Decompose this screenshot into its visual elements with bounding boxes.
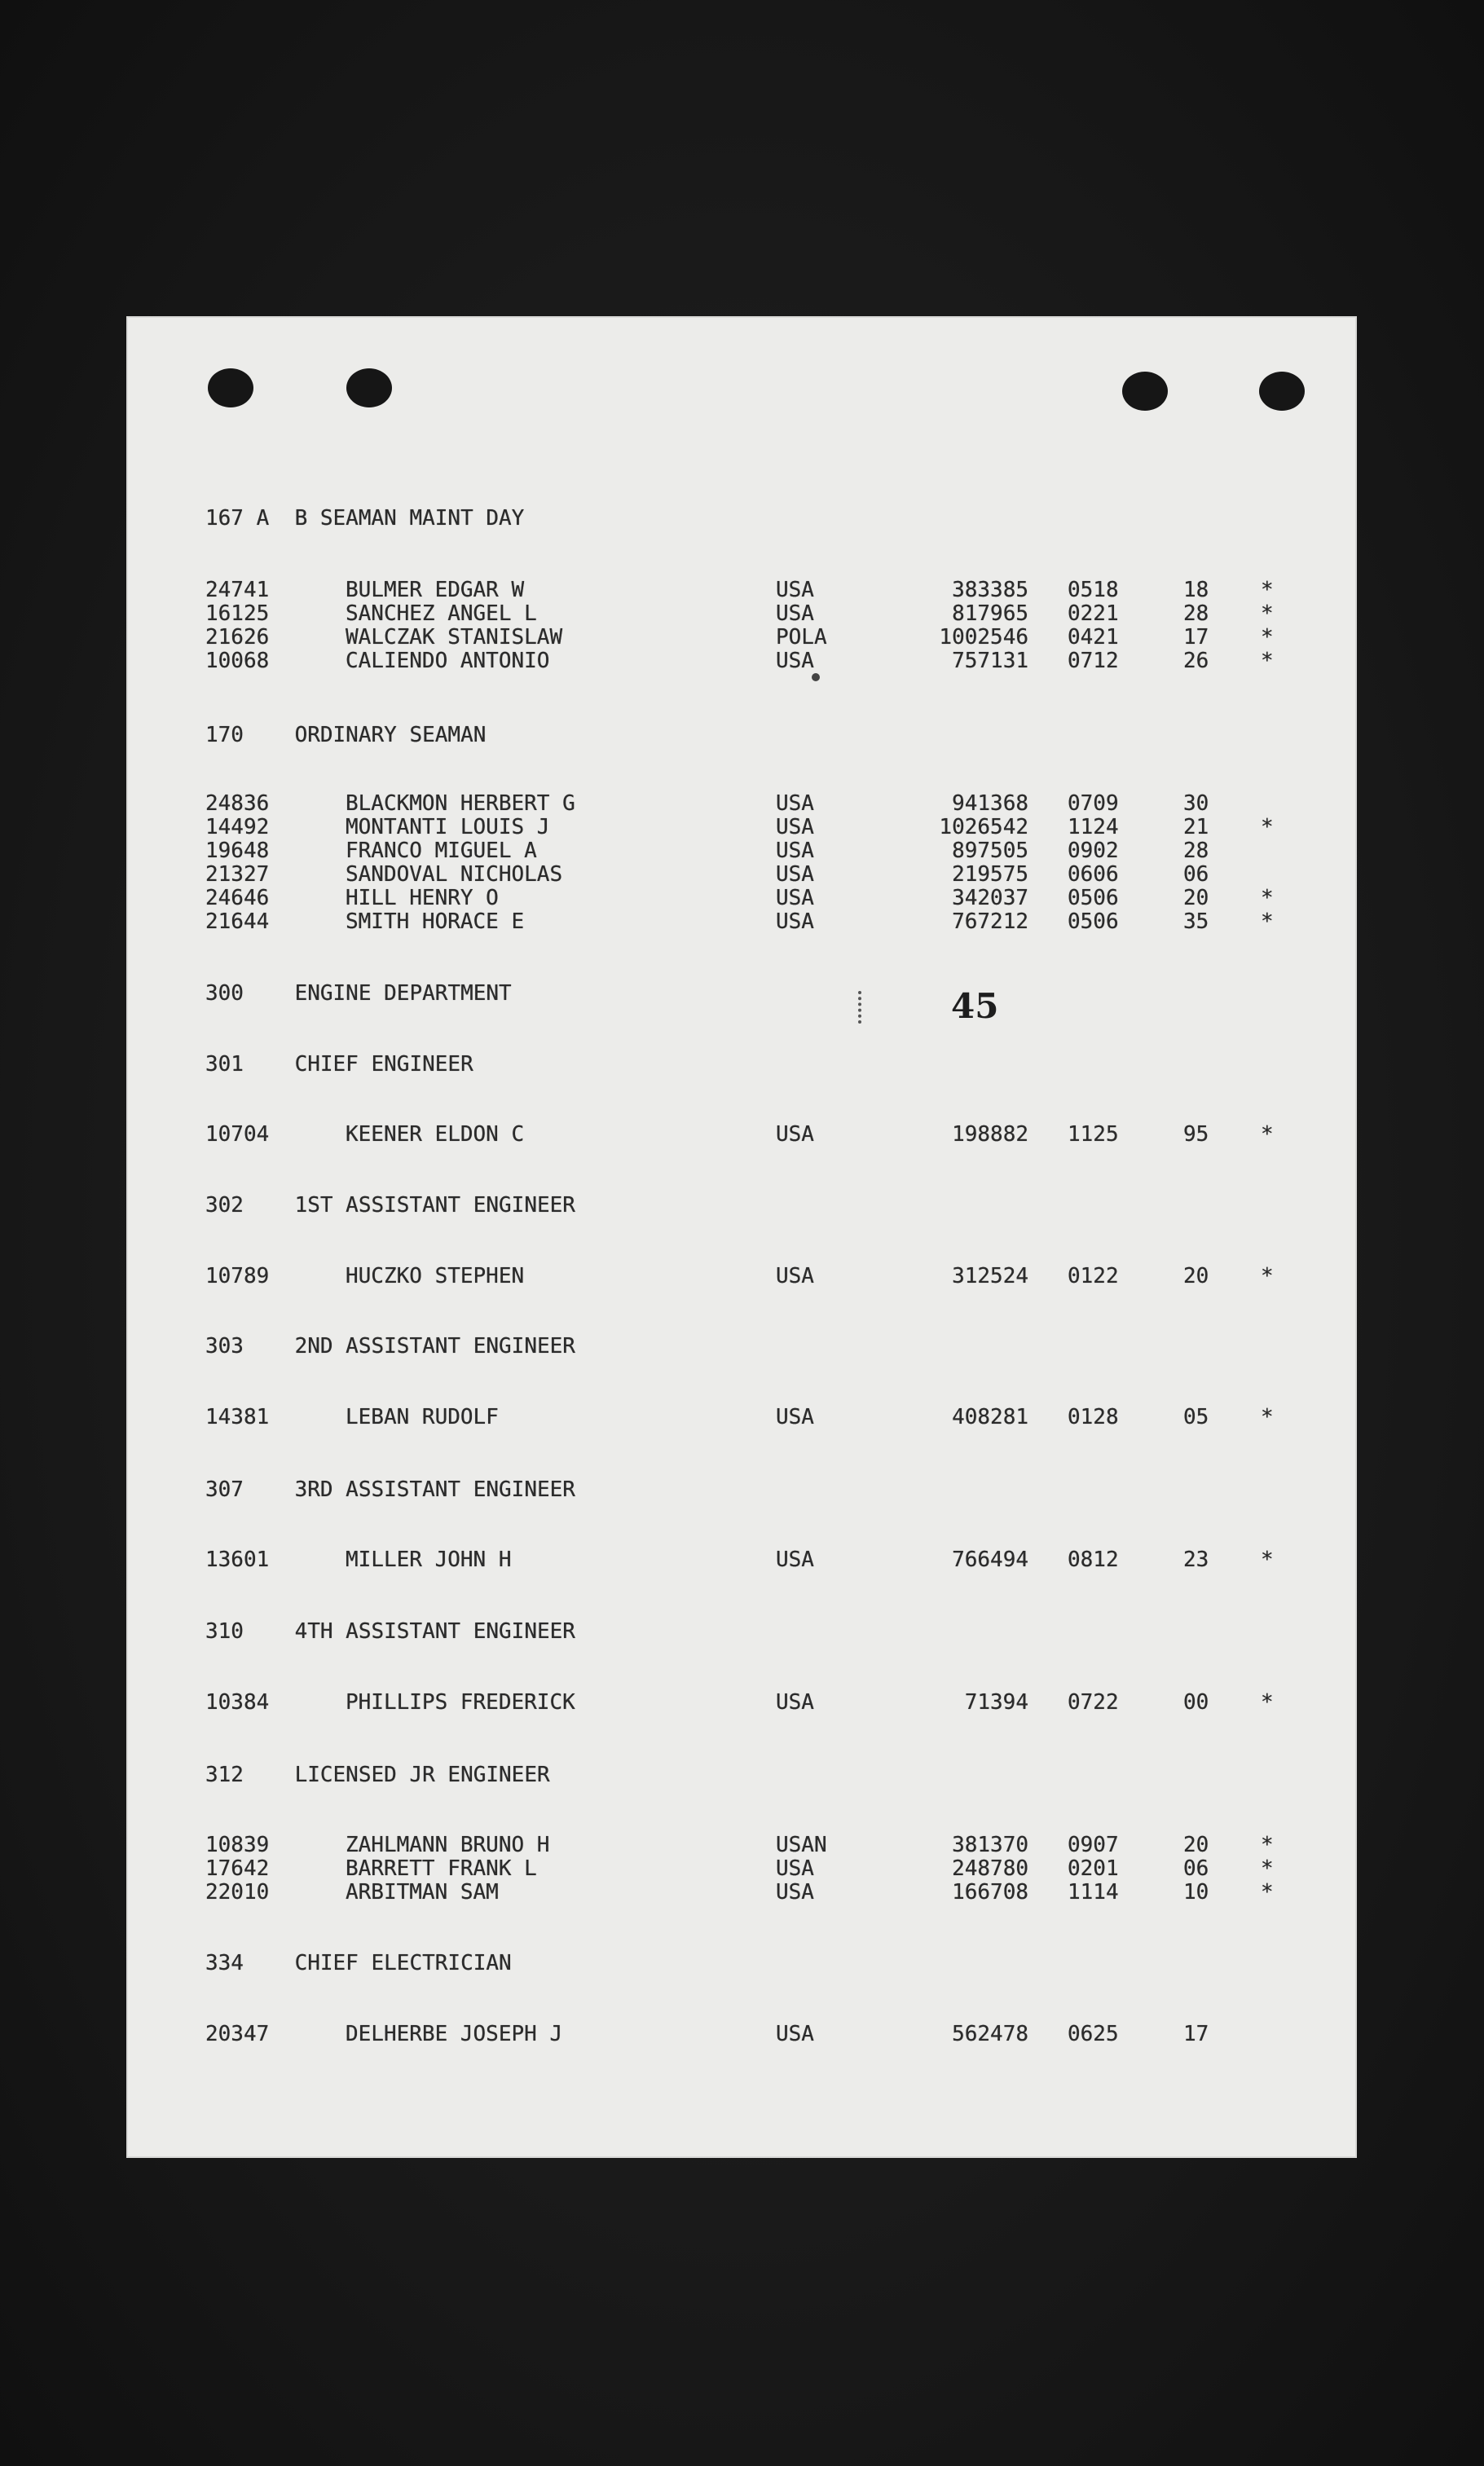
document-number: 562478 <box>952 2022 1028 2046</box>
section-header: 170 ORDINARY SEAMAN <box>205 723 487 747</box>
table-row <box>205 1857 1289 1880</box>
section-header: 167 A B SEAMAN MAINT DAY <box>205 506 525 531</box>
nationality: USA <box>776 578 814 602</box>
document-number: 1026542 <box>939 815 1028 839</box>
table-row <box>205 863 1289 886</box>
mark: * <box>1261 1856 1274 1881</box>
record-id: 24836 <box>205 791 270 816</box>
document-number: 757131 <box>952 649 1028 673</box>
mark: * <box>1261 1264 1274 1288</box>
table-row <box>205 1834 1289 1856</box>
date: 0221 <box>1068 601 1119 626</box>
nationality: USA <box>776 1405 814 1429</box>
age: 21 <box>1183 815 1209 839</box>
crew-name: BLACKMON HERBERT G <box>346 791 575 816</box>
date: 0518 <box>1068 578 1119 602</box>
age: 28 <box>1183 601 1209 626</box>
table-row <box>205 887 1289 909</box>
age: 17 <box>1183 625 1209 650</box>
age: 20 <box>1183 886 1209 910</box>
age: 06 <box>1183 862 1209 887</box>
nationality: POLA <box>776 625 827 650</box>
table-row <box>205 1548 1289 1571</box>
table-row <box>205 1265 1289 1288</box>
punch-hole <box>346 368 392 407</box>
crew-name: BULMER EDGAR W <box>346 578 525 602</box>
crew-name: SMITH HORACE E <box>346 909 525 934</box>
document-number: 166708 <box>952 1880 1028 1905</box>
nationality: USA <box>776 1690 814 1715</box>
document-number: 342037 <box>952 886 1028 910</box>
date: 0421 <box>1068 625 1119 650</box>
nationality: USA <box>776 601 814 626</box>
nationality: USA <box>776 1856 814 1881</box>
mark: * <box>1261 886 1274 910</box>
table-row <box>205 579 1289 601</box>
document-number: 248780 <box>952 1856 1028 1881</box>
date: 0201 <box>1068 1856 1119 1881</box>
document-number: 941368 <box>952 791 1028 816</box>
age: 20 <box>1183 1264 1209 1288</box>
record-id: 20347 <box>205 2022 270 2046</box>
date: 1114 <box>1068 1880 1119 1905</box>
record-id: 19648 <box>205 839 270 863</box>
table-row <box>205 650 1289 672</box>
table-row <box>205 792 1289 815</box>
page-number: 45 <box>951 986 999 1026</box>
mark: * <box>1261 1122 1274 1147</box>
record-id: 10789 <box>205 1264 270 1288</box>
record-id: 24646 <box>205 886 270 910</box>
crew-name: LEBAN RUDOLF <box>346 1405 499 1429</box>
record-id: 10068 <box>205 649 270 673</box>
mark: * <box>1261 649 1274 673</box>
mark: * <box>1261 815 1274 839</box>
crew-name: PHILLIPS FREDERICK <box>346 1690 575 1715</box>
age: 05 <box>1183 1405 1209 1429</box>
date: 0128 <box>1068 1405 1119 1429</box>
record-id: 21644 <box>205 909 270 934</box>
record-id: 16125 <box>205 601 270 626</box>
nationality: USA <box>776 886 814 910</box>
date: 1125 <box>1068 1122 1119 1147</box>
nationality: USA <box>776 815 814 839</box>
crew-name: HUCZKO STEPHEN <box>346 1264 525 1288</box>
nationality: USA <box>776 1548 814 1572</box>
document-number: 817965 <box>952 601 1028 626</box>
record-id: 13601 <box>205 1548 270 1572</box>
nationality: USA <box>776 649 814 673</box>
table-row <box>205 816 1289 839</box>
record-id: 14381 <box>205 1405 270 1429</box>
nationality: USA <box>776 1264 814 1288</box>
age: 28 <box>1183 839 1209 863</box>
nationality: USA <box>776 791 814 816</box>
age: 23 <box>1183 1548 1209 1572</box>
table-row <box>205 839 1289 862</box>
mark: * <box>1261 601 1274 626</box>
record-id: 17642 <box>205 1856 270 1881</box>
document-number: 198882 <box>952 1122 1028 1147</box>
section-header: 310 4TH ASSISTANT ENGINEER <box>205 1619 575 1644</box>
mark: * <box>1261 1880 1274 1905</box>
nationality: USA <box>776 1880 814 1905</box>
crew-name: MONTANTI LOUIS J <box>346 815 550 839</box>
date: 0506 <box>1068 909 1119 934</box>
date: 0709 <box>1068 791 1119 816</box>
age: 20 <box>1183 1833 1209 1857</box>
crew-name: DELHERBE JOSEPH J <box>346 2022 563 2046</box>
table-row <box>205 626 1289 649</box>
table-row <box>205 1881 1289 1904</box>
age: 26 <box>1183 649 1209 673</box>
crew-name: KEENER ELDON C <box>346 1122 525 1147</box>
date: 0506 <box>1068 886 1119 910</box>
crew-name: BARRETT FRANK L <box>346 1856 537 1881</box>
record-id: 21327 <box>205 862 270 887</box>
mark: * <box>1261 1833 1274 1857</box>
nationality: USA <box>776 2022 814 2046</box>
date: 0907 <box>1068 1833 1119 1857</box>
nationality: USA <box>776 1122 814 1147</box>
document-number: 767212 <box>952 909 1028 934</box>
age: 35 <box>1183 909 1209 934</box>
date: 0812 <box>1068 1548 1119 1572</box>
date: 0625 <box>1068 2022 1119 2046</box>
record-id: 21626 <box>205 625 270 650</box>
punch-hole <box>208 368 253 407</box>
section-header: 300 ENGINE DEPARTMENT <box>205 981 512 1006</box>
ink-speck <box>812 673 820 681</box>
date: 1124 <box>1068 815 1119 839</box>
document-number: 383385 <box>952 578 1028 602</box>
nationality: USA <box>776 862 814 887</box>
section-header: 301 CHIEF ENGINEER <box>205 1052 473 1077</box>
record-id: 10384 <box>205 1690 270 1715</box>
crew-name: SANCHEZ ANGEL L <box>346 601 537 626</box>
record-id: 22010 <box>205 1880 270 1905</box>
crew-name: ARBITMAN SAM <box>346 1880 499 1905</box>
table-row <box>205 602 1289 625</box>
table-row <box>205 2023 1289 2045</box>
date: 0606 <box>1068 862 1119 887</box>
date: 0712 <box>1068 649 1119 673</box>
crew-name: SANDOVAL NICHOLAS <box>346 862 563 887</box>
date: 0722 <box>1068 1690 1119 1715</box>
crew-name: WALCZAK STANISLAW <box>346 625 563 650</box>
date: 0902 <box>1068 839 1119 863</box>
nationality: USA <box>776 909 814 934</box>
document-number: 1002546 <box>939 625 1028 650</box>
table-row <box>205 1406 1289 1429</box>
mark: * <box>1261 909 1274 934</box>
age: 10 <box>1183 1880 1209 1905</box>
document-number: 219575 <box>952 862 1028 887</box>
crew-name: CALIENDO ANTONIO <box>346 649 550 673</box>
document-number: 897505 <box>952 839 1028 863</box>
crew-name: ZAHLMANN BRUNO H <box>346 1833 550 1857</box>
record-id: 14492 <box>205 815 270 839</box>
document-number: 312524 <box>952 1264 1028 1288</box>
mark: * <box>1261 1548 1274 1572</box>
table-row <box>205 1123 1289 1146</box>
document-number: 381370 <box>952 1833 1028 1857</box>
nationality: USA <box>776 839 814 863</box>
mark: * <box>1261 625 1274 650</box>
record-id: 24741 <box>205 578 270 602</box>
age: 17 <box>1183 2022 1209 2046</box>
section-header: 334 CHIEF ELECTRICIAN <box>205 1951 512 1975</box>
age: 30 <box>1183 791 1209 816</box>
age: 00 <box>1183 1690 1209 1715</box>
mark: * <box>1261 1405 1274 1429</box>
date: 0122 <box>1068 1264 1119 1288</box>
record-id: 10839 <box>205 1833 270 1857</box>
section-header: 303 2ND ASSISTANT ENGINEER <box>205 1334 575 1359</box>
document-number: 408281 <box>952 1405 1028 1429</box>
section-header: 307 3RD ASSISTANT ENGINEER <box>205 1477 575 1502</box>
crew-name: HILL HENRY O <box>346 886 499 910</box>
stamp-mark <box>858 991 870 1024</box>
document-number: 71394 <box>964 1690 1028 1715</box>
mark: * <box>1261 578 1274 602</box>
table-row <box>205 1691 1289 1714</box>
age: 06 <box>1183 1856 1209 1881</box>
mark: * <box>1261 1690 1274 1715</box>
table-row <box>205 910 1289 933</box>
age: 95 <box>1183 1122 1209 1147</box>
nationality: USAN <box>776 1833 827 1857</box>
age: 18 <box>1183 578 1209 602</box>
section-header: 302 1ST ASSISTANT ENGINEER <box>205 1193 575 1218</box>
document-number: 766494 <box>952 1548 1028 1572</box>
document-page <box>126 316 1357 2158</box>
punch-hole <box>1122 372 1168 411</box>
crew-name: MILLER JOHN H <box>346 1548 512 1572</box>
punch-hole <box>1259 372 1305 411</box>
crew-name: FRANCO MIGUEL A <box>346 839 537 863</box>
section-header: 312 LICENSED JR ENGINEER <box>205 1763 550 1787</box>
record-id: 10704 <box>205 1122 270 1147</box>
